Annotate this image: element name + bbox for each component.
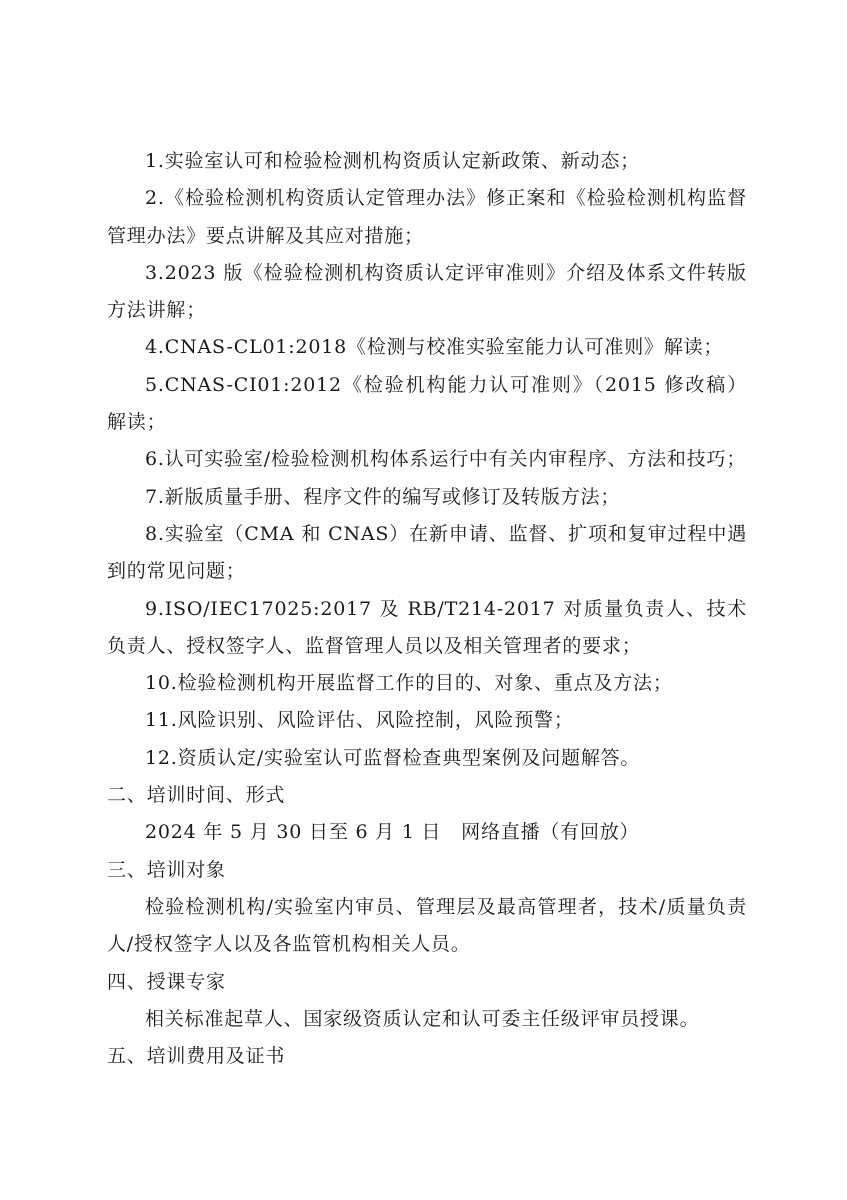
document-page bbox=[107, 143, 747, 1075]
list-item: 4.CNAS-CL01:2018《检测与校准实验室能力认可准则》解读； bbox=[145, 336, 724, 359]
section-heading-fees-certificate: 五、培训费用及证书 bbox=[107, 1045, 286, 1068]
list-item: 6.认可实验室/检验检测机构体系运行中有关内审程序、方法和技巧； bbox=[145, 448, 747, 471]
list-item: 8.实验室（CMA 和 CNAS）在新申请、监督、扩项和复审过程中遇到的常见问题； bbox=[107, 522, 747, 583]
audience-text: 检验检测机构/实验室内审员、管理层及最高管理者，技术/质量负责人/授权签字人以及各监管机构相关人员。 bbox=[107, 895, 747, 956]
section-heading-time-format: 二、培训时间、形式 bbox=[107, 784, 286, 807]
training-time-text: 2024 年 5 月 30 日至 6 月 1 日 网络直播（有回放） bbox=[145, 821, 640, 844]
list-item: 5.CNAS-CI01:2012《检验机构能力认可准则》（2015 修改稿）解读； bbox=[107, 373, 747, 434]
experts-text: 相关标准起草人、国家级资质认定和认可委主任级评审员授课。 bbox=[145, 1007, 700, 1030]
section-heading-audience: 三、培训对象 bbox=[107, 858, 226, 881]
list-item: 10.检验检测机构开展监督工作的目的、对象、重点及方法； bbox=[145, 672, 673, 695]
list-item: 12.资质认定/实验室认可监督检查典型案例及问题解答。 bbox=[145, 746, 641, 769]
list-item: 9.ISO/IEC17025:2017 及 RB/T214-2017 对质量负责人、技术负责人、授权签字人、监督管理人员以及相关管理者的要求； bbox=[107, 597, 747, 657]
list-item: 3.2023 版《检验检测机构资质认定评审准则》介绍及体系文件转版方法讲解； bbox=[107, 261, 747, 322]
list-item: 11.风险识别、风险评估、风险控制，风险预警； bbox=[145, 709, 574, 732]
list-item: 1.实验室认可和检验检测机构资质认定新政策、新动态； bbox=[145, 150, 640, 172]
section-heading-experts: 四、授课专家 bbox=[107, 970, 226, 993]
list-item: 2.《检验检测机构资质认定管理办法》修正案和《检验检测机构监督管理办法》要点讲解及其应对措施； bbox=[107, 187, 747, 247]
list-item: 7.新版质量手册、程序文件的编写或修订及转版方法； bbox=[145, 485, 621, 508]
